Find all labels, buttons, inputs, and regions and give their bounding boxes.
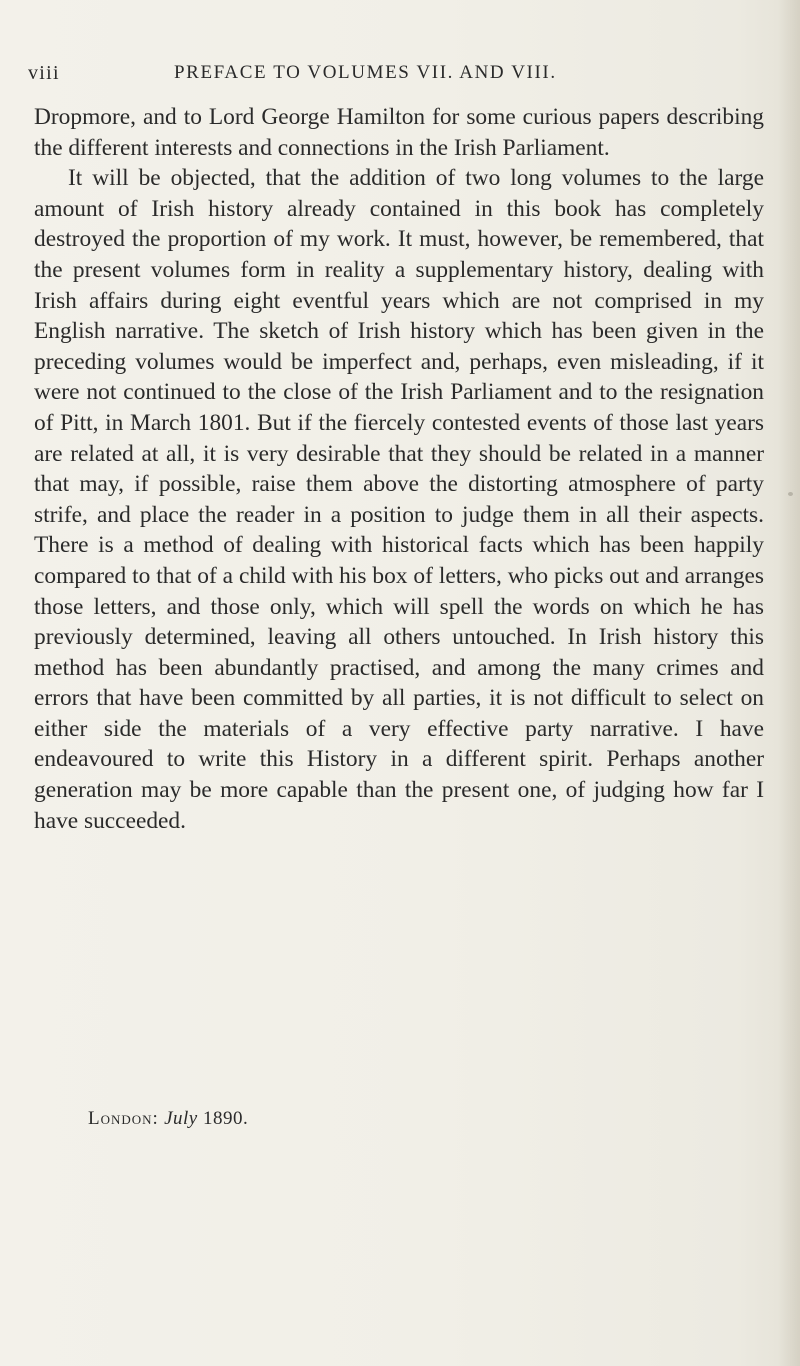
running-head-title: PREFACE TO VOLUMES VII. AND VIII. <box>174 62 557 83</box>
paragraph-main: It will be objected, that the addition of two long volumes to the large amount of Irish history already contained in this book has completely destroyed the proportion of my work. It must, however, be remembered, that the present volumes form in reality a supplementary history, dealing with Irish affairs during eight eventful years which are not comprised in my English narrative. The sketch of Irish history which has been given in the preceding volumes would be imperfect and, perhaps, even misleading, if it were not continued to the close of the Irish Parliament and to the resignation of Pitt, in March 1801. But if the fiercely contested events of those last years are related at all, it is very desirable that they should be related in a manner that may, if possible, raise them above the distorting atmosphere of party strife, and place the reader in a position to judge them in all their aspects. There is a method of dealing with historical facts which has been happily compared to that of a child with his box of letters, who picks out and arranges those letters, and those only, which will spell the words on which he has previously determined, leaving all others untouched. In Irish history this method has been abundantly practised, and among the many crimes and errors that have been committed by all parties, it is not difficult to select on either side the materials of a very effective party narrative. I have endeavoured to write this History in a different spirit. Perhaps another generation may be more capable than the present one, of judging how far I have succeeded. <box>34 165 764 834</box>
signoff-year: 1890. <box>202 1108 249 1129</box>
running-head <box>28 62 768 94</box>
signoff-date: July <box>164 1108 198 1129</box>
paper-speck <box>788 492 793 496</box>
paragraph-acknowledgements: Dropmore, and to Lord George Hamilton for some curious papers describing the different interests and connections in the Irish Parliament. <box>34 104 764 161</box>
page-edge-shadow <box>778 0 800 1366</box>
body-text <box>34 102 764 836</box>
page-number: viii <box>28 62 60 84</box>
signoff-place: London: <box>88 1108 159 1129</box>
signoff <box>88 1108 248 1130</box>
